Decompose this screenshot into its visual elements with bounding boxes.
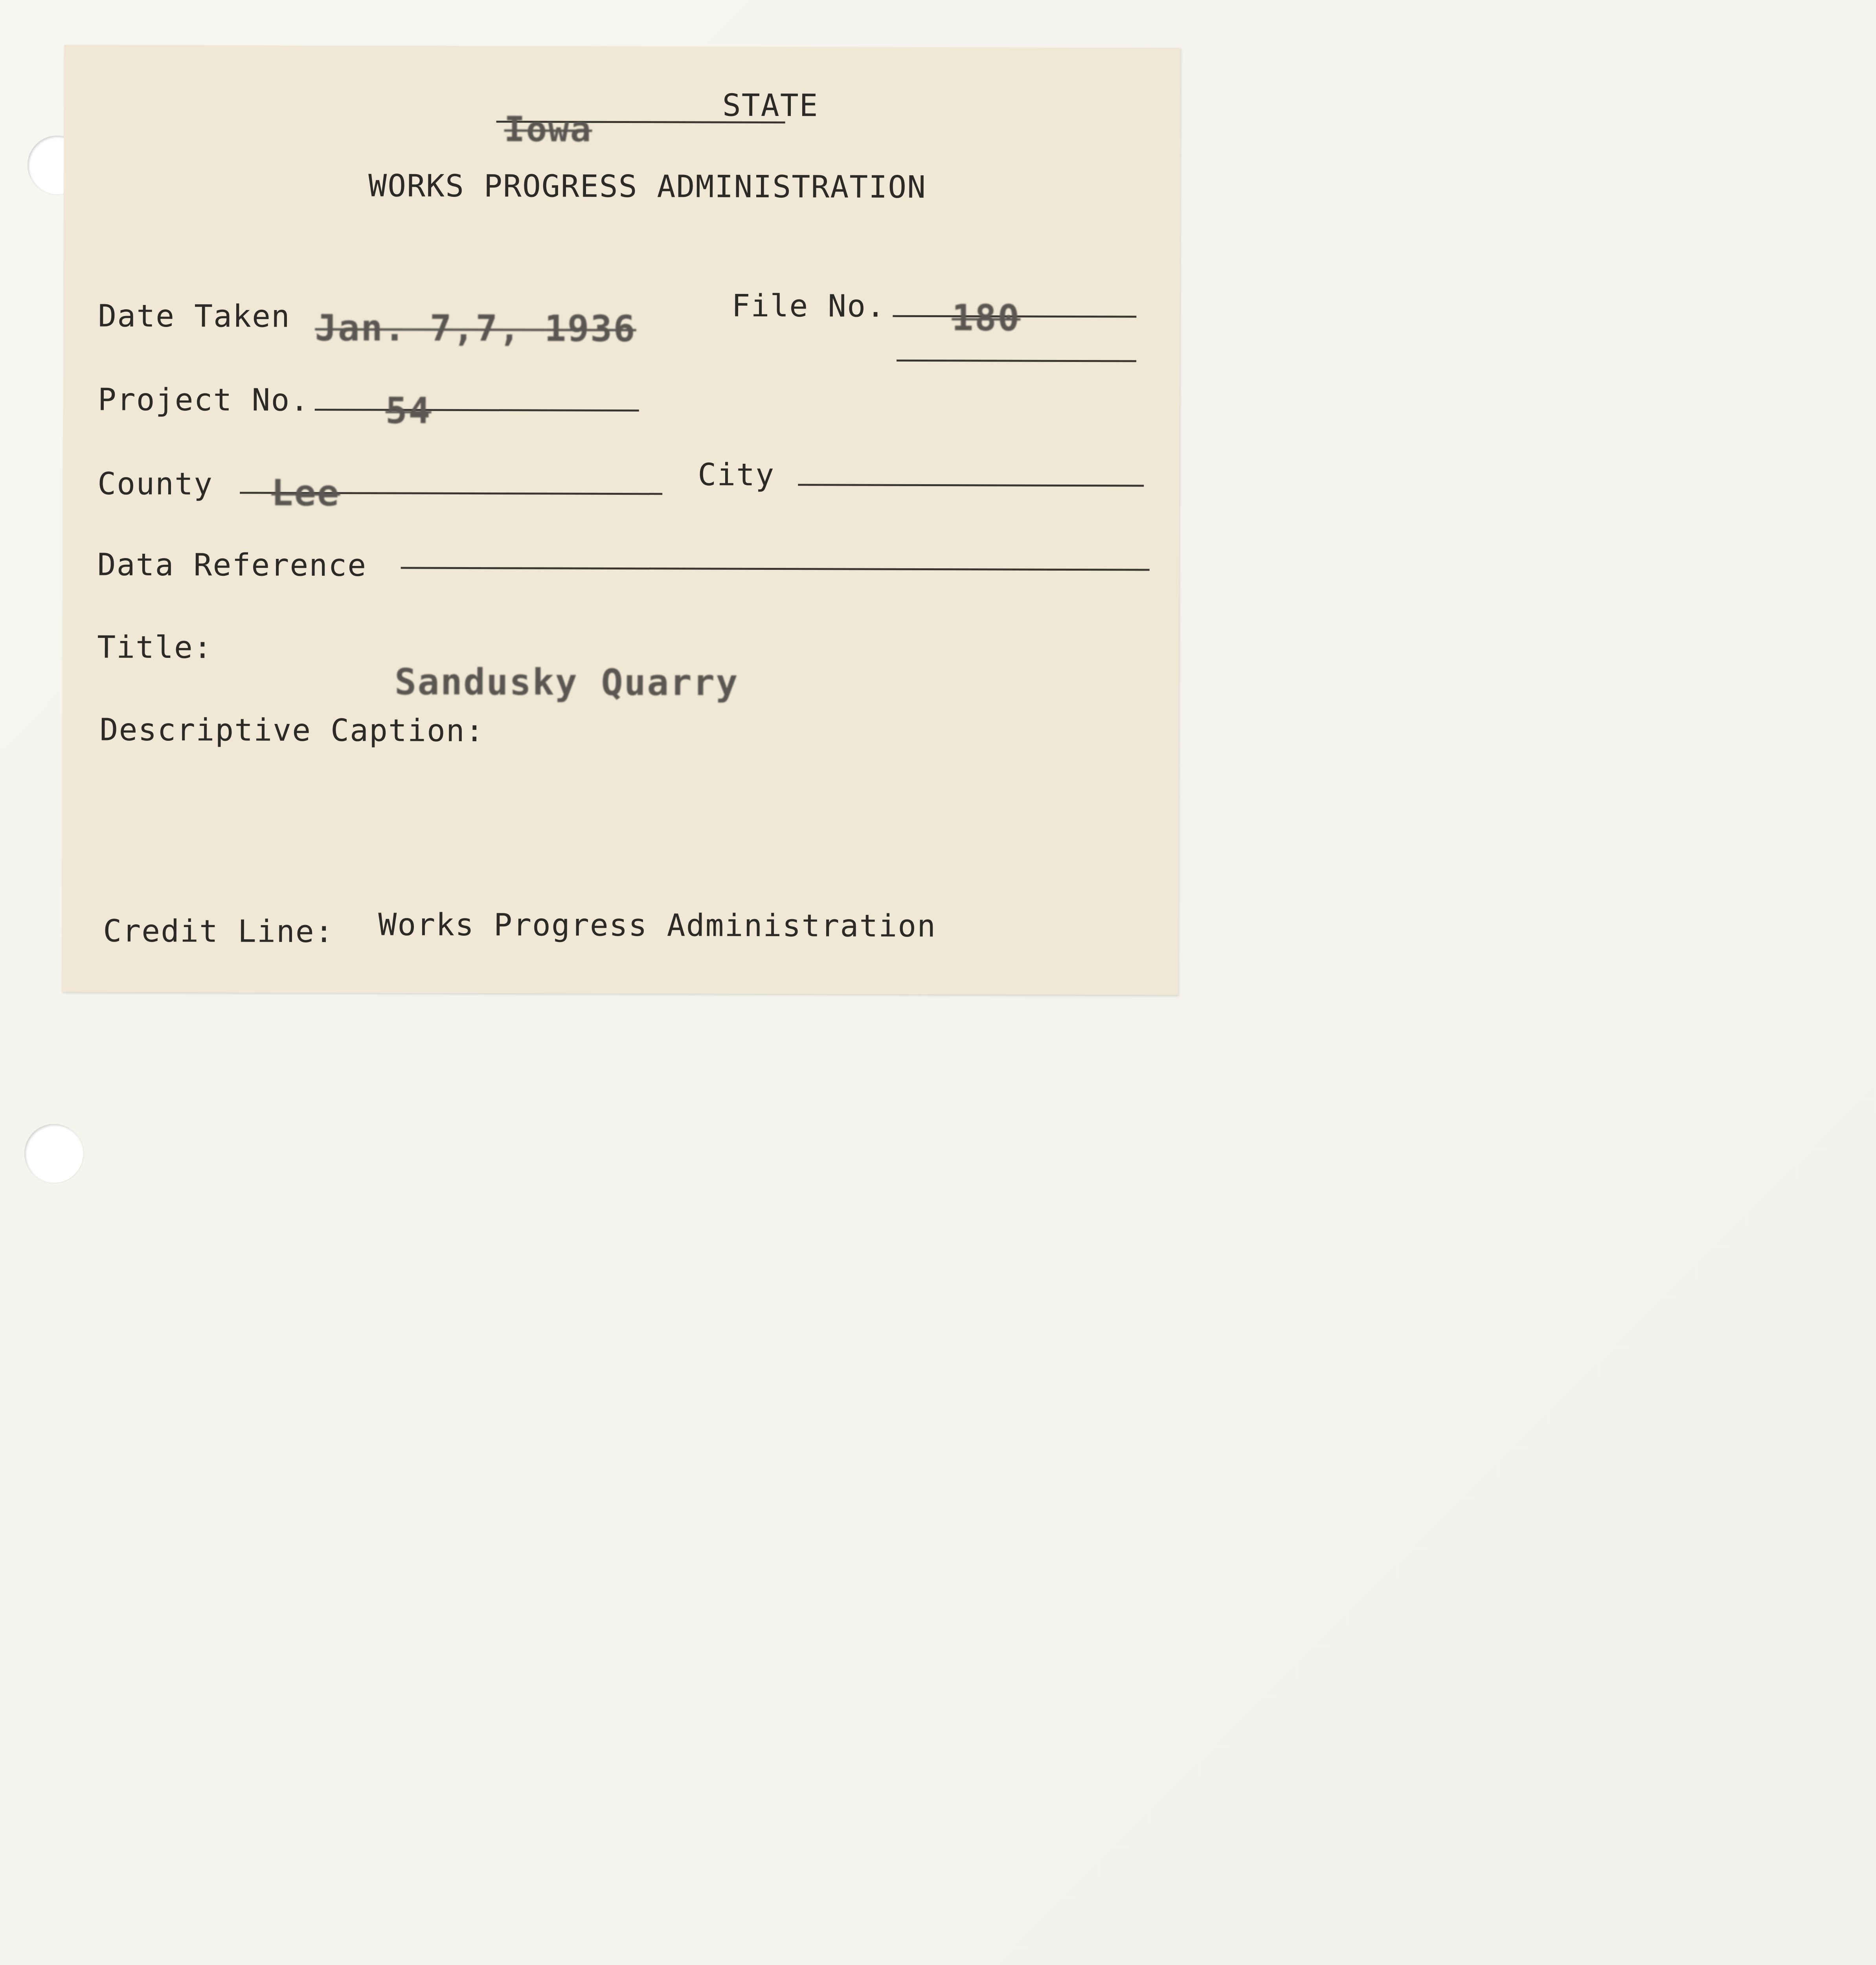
credit-line-label: Credit Line: — [103, 913, 334, 950]
credit-line-value: Works Progress Administration — [378, 907, 937, 944]
project-no-underline — [315, 409, 639, 411]
project-no-label: Project No. — [97, 382, 310, 418]
city-underline — [798, 484, 1144, 487]
project-no-value: 54 — [385, 389, 432, 432]
file-no-label: File No. — [731, 288, 886, 324]
data-reference-label: Data Reference — [97, 547, 367, 584]
state-label: STATE — [722, 88, 819, 124]
title-value: Sandusky Quarry — [394, 661, 739, 704]
data-reference-underline — [401, 567, 1150, 571]
file-no-value: 180 — [952, 297, 1021, 339]
card-heading: WORKS PROGRESS ADMINISTRATION — [368, 168, 927, 206]
descriptive-caption-label: Descriptive Caption: — [99, 712, 485, 749]
city-label: City — [698, 457, 775, 493]
title-label: Title: — [97, 630, 213, 666]
date-taken-label: Date Taken — [98, 298, 291, 334]
state-value: Iowa — [504, 109, 592, 150]
punch-hole — [24, 1124, 83, 1183]
county-label: County — [97, 466, 213, 502]
date-taken-value: Jan. 7,7, 1936 — [315, 307, 636, 350]
file-no-second-underline — [897, 360, 1136, 362]
wpa-index-card — [62, 45, 1180, 995]
county-value: Lee — [271, 472, 340, 514]
